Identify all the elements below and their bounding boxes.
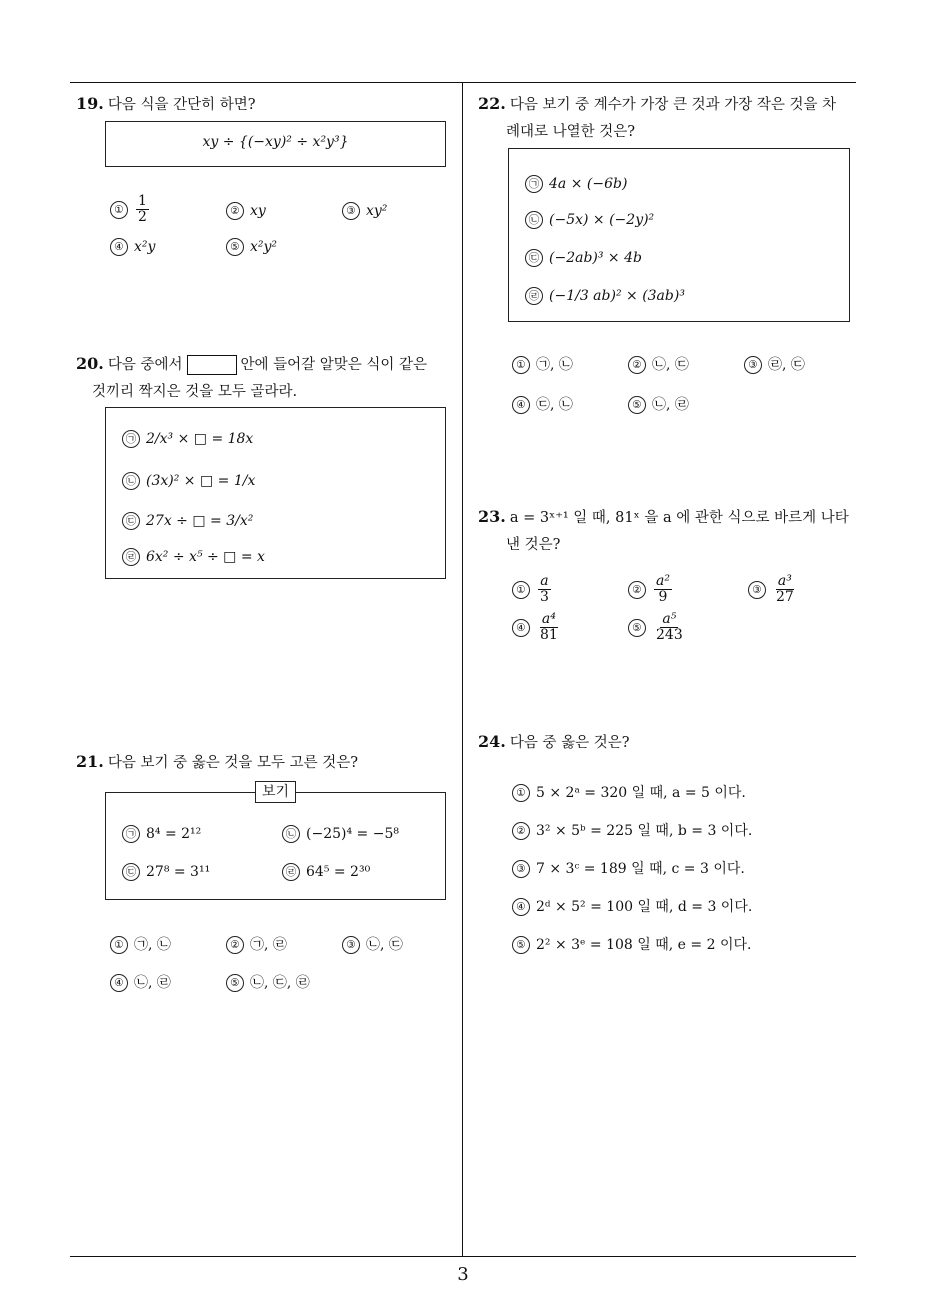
item-marker: ㉠: [122, 825, 140, 843]
option-marker: ⑤: [226, 974, 244, 992]
question-text: 다음 보기 중 옳은 것을 모두 고른 것은?: [107, 755, 358, 771]
item-text: (−5x) × (−2y)²: [549, 212, 655, 228]
denominator: 243: [656, 627, 683, 643]
item-text: 4a × (−6b): [549, 176, 628, 192]
option-3[interactable]: [342, 202, 387, 220]
fraction: [538, 574, 551, 605]
item-text: 27⁸ = 3¹¹: [146, 864, 211, 880]
item-text: 2/x³ × □ = 18x: [146, 431, 254, 447]
option-text: 3² × 5ᵇ = 225 일 때, b = 3 이다.: [536, 823, 753, 839]
option-marker: ④: [110, 238, 128, 256]
option-marker: ①: [512, 581, 530, 599]
items-box: [105, 407, 446, 579]
option-text: ㉡, ㉢, ㉣: [250, 975, 310, 991]
option-text: 5 × 2ᵃ = 320 일 때, a = 5 이다.: [536, 785, 746, 801]
item-text: (−25)⁴ = −5⁸: [306, 826, 399, 842]
question-24: [478, 728, 858, 757]
option-3[interactable]: [342, 934, 403, 954]
option-text: ㉡, ㉢: [366, 937, 403, 953]
numerator: a⁴: [541, 611, 556, 627]
option-marker: ①: [110, 201, 128, 219]
option-marker: ①: [110, 936, 128, 954]
option-marker: ②: [512, 822, 530, 840]
item-marker: ㉢: [122, 863, 140, 881]
option-1[interactable]: [110, 194, 151, 225]
denominator: 9: [658, 589, 668, 605]
question-text-cont: 안에 들어갈 알맞은 식이 같은: [240, 357, 428, 373]
question-21: [76, 748, 456, 777]
fraction: [538, 612, 560, 643]
option-text: x²y: [134, 239, 156, 255]
option-2[interactable]: [512, 820, 752, 840]
option-3[interactable]: [744, 354, 805, 374]
bogi-label: 보기: [255, 781, 296, 803]
item-text: (−2ab)³ × 4b: [549, 250, 642, 266]
option-marker: ②: [226, 202, 244, 220]
option-5[interactable]: [512, 934, 751, 954]
option-marker: ③: [342, 936, 360, 954]
option-5[interactable]: [628, 394, 689, 414]
items-box: [508, 148, 850, 322]
option-marker: ②: [628, 356, 646, 374]
question-number: 19.: [76, 94, 104, 113]
numerator: a⁵: [662, 611, 677, 627]
question-22: [478, 90, 862, 146]
item-marker: ㉢: [525, 249, 543, 267]
option-text: ㉠, ㉡: [134, 937, 171, 953]
item-marker: ㉠: [525, 175, 543, 193]
top-rule: [70, 82, 856, 83]
item-d: [525, 287, 685, 305]
question-23: [478, 503, 862, 559]
option-1[interactable]: [512, 782, 746, 802]
fraction: $\frac{1}{2}$: [138, 193, 147, 225]
option-marker: ⑤: [226, 238, 244, 256]
option-marker: ④: [110, 974, 128, 992]
option-5[interactable]: [226, 972, 310, 992]
option-text: x²y²: [250, 239, 278, 255]
option-2[interactable]: [226, 202, 266, 220]
option-4[interactable]: [512, 612, 562, 643]
item-text: 64⁵ = 2³⁰: [306, 864, 371, 880]
option-5[interactable]: [226, 238, 277, 256]
option-2[interactable]: [628, 574, 674, 605]
bogi-item-a: [122, 825, 201, 843]
fraction: [774, 574, 796, 605]
option-text: ㉠, ㉣: [250, 937, 287, 953]
option-3[interactable]: [748, 574, 798, 605]
option-5[interactable]: [628, 612, 687, 643]
question-text-line2: 낸 것은?: [506, 537, 561, 553]
option-4[interactable]: [512, 394, 573, 414]
numerator: a: [540, 573, 549, 589]
option-marker: ④: [512, 619, 530, 637]
option-2[interactable]: [226, 934, 287, 954]
option-1[interactable]: [512, 354, 573, 374]
option-text: ㉢, ㉡: [536, 397, 573, 413]
numerator: a³: [777, 573, 792, 589]
expression: xy ÷ {(−xy)² ÷ x²y³}: [202, 134, 349, 150]
denominator: 3: [540, 589, 549, 605]
item-marker: ㉢: [122, 512, 140, 530]
item-a: [122, 430, 253, 448]
denominator: 81: [540, 627, 558, 643]
item-marker: ㉣: [282, 863, 300, 881]
item-c: [122, 512, 253, 530]
item-marker: ㉣: [525, 287, 543, 305]
item-text: (3x)² × □ = 1/x: [146, 473, 256, 489]
option-marker: ⑤: [628, 396, 646, 414]
option-marker: ⑤: [512, 936, 530, 954]
item-d: [122, 548, 265, 566]
option-text: 2² × 3ᵉ = 108 일 때, e = 2 이다.: [536, 937, 752, 953]
question-19: [76, 90, 456, 119]
page-number: 3: [457, 1264, 469, 1285]
blank-box: [187, 355, 237, 375]
item-marker: ㉠: [122, 430, 140, 448]
bottom-rule: [70, 1256, 856, 1257]
option-marker: ②: [628, 581, 646, 599]
option-4[interactable]: [110, 238, 155, 256]
fraction: [654, 612, 685, 643]
item-text: 6x² ÷ x⁵ ÷ □ = x: [146, 549, 265, 565]
bogi-item-d: [282, 863, 370, 881]
option-marker: ③: [342, 202, 360, 220]
item-b: [525, 211, 654, 229]
bogi-item-b: [282, 825, 399, 843]
column-divider: [462, 83, 463, 1256]
option-marker: ⑤: [628, 619, 646, 637]
option-marker: ①: [512, 356, 530, 374]
option-marker: ③: [512, 860, 530, 878]
question-text: 다음 중 옳은 것은?: [509, 735, 630, 751]
denominator: 27: [776, 589, 794, 605]
option-text: xy²: [366, 203, 388, 219]
item-marker: ㉡: [122, 472, 140, 490]
question-text: 다음 중에서: [107, 357, 183, 373]
option-marker: ②: [226, 936, 244, 954]
numerator: a²: [656, 573, 670, 589]
option-text: ㉡, ㉣: [134, 975, 171, 991]
option-marker: ④: [512, 898, 530, 916]
option-2[interactable]: [628, 354, 689, 374]
question-number: 23.: [478, 507, 506, 526]
option-text: ㉡, ㉣: [652, 397, 689, 413]
item-text: (−1/3 ab)² × (3ab)³: [549, 288, 685, 304]
item-c: [525, 249, 642, 267]
fraction: [654, 574, 672, 605]
item-b: [122, 472, 255, 490]
question-number: 22.: [478, 94, 506, 113]
item-marker: ㉡: [282, 825, 300, 843]
item-marker: ㉡: [525, 211, 543, 229]
question-text: 다음 보기 중 계수가 가장 큰 것과 가장 작은 것을 차: [509, 97, 837, 113]
item-a: [525, 175, 627, 193]
question-text-line2: 것끼리 짝지은 것을 모두 골라라.: [92, 384, 298, 400]
expression-box: [105, 121, 446, 167]
option-text: xy: [250, 203, 266, 219]
option-text: 2ᵈ × 5² = 100 일 때, d = 3 이다.: [536, 899, 753, 915]
item-marker: ㉣: [122, 548, 140, 566]
question-20: [76, 350, 460, 406]
option-3[interactable]: [512, 858, 745, 878]
bogi-item-c: [122, 863, 210, 881]
option-marker: ③: [744, 356, 762, 374]
option-1[interactable]: [512, 574, 553, 605]
option-text: 7 × 3ᶜ = 189 일 때, c = 3 이다.: [536, 861, 745, 877]
bogi-box: [105, 792, 446, 900]
option-1[interactable]: [110, 934, 171, 954]
question-number: 24.: [478, 732, 506, 751]
question-number: 20.: [76, 354, 104, 373]
question-number: 21.: [76, 752, 104, 771]
option-text: ㉣, ㉢: [768, 357, 805, 373]
item-text: 27x ÷ □ = 3/x²: [146, 513, 254, 529]
option-4[interactable]: [110, 972, 171, 992]
option-marker: ①: [512, 784, 530, 802]
question-text-line2: 례대로 나열한 것은?: [506, 124, 636, 140]
option-text: ㉠, ㉡: [536, 357, 573, 373]
item-text: 8⁴ = 2¹²: [146, 826, 202, 842]
option-text: ㉡, ㉢: [652, 357, 689, 373]
question-text: 다음 식을 간단히 하면?: [107, 97, 256, 113]
question-text: a = 3ˣ⁺¹ 일 때, 81ˣ 을 a 에 관한 식으로 바르게 나타: [509, 510, 849, 526]
option-marker: ③: [748, 581, 766, 599]
option-4[interactable]: [512, 896, 752, 916]
option-marker: ④: [512, 396, 530, 414]
